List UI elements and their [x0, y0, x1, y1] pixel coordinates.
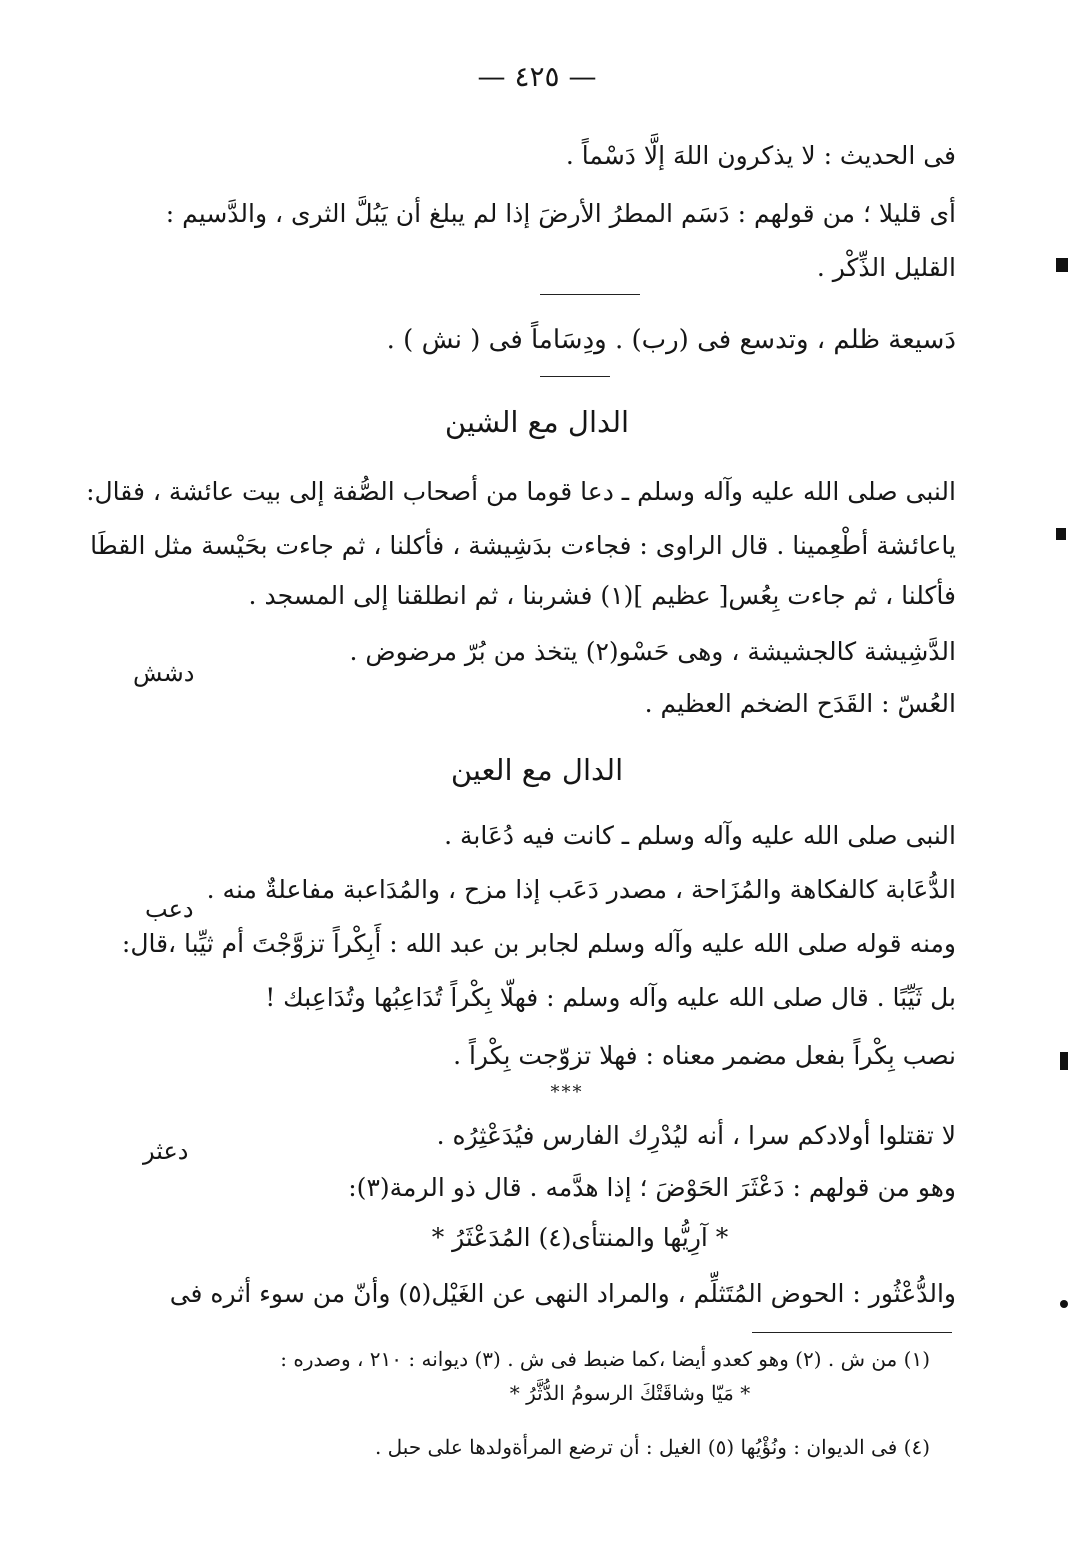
- margin-keyword: دعب: [145, 895, 194, 923]
- margin-keyword: دعثر: [143, 1137, 189, 1165]
- footnote-divider: [752, 1332, 952, 1333]
- section-heading: الدال مع العين: [450, 753, 624, 787]
- text-line: بل ثَيِّبًا . قال صلى الله عليه وآله وسلم : فهلّا بِكْراً تُدَاعِبُها وتُدَاعِبك !: [265, 983, 956, 1012]
- text-line: نصب بِكْراً بفعل مضمر معناه : فهلا تزوّجت بِكْراً .: [453, 1041, 956, 1070]
- text-line: فى الحديث : لا يذكرون اللهَ إلَّا دَسْماً .: [565, 141, 956, 170]
- footnote-line: (٤) فى الديوان : ونُؤْيُها (٥) الغيل : أن ترضع المرأةولدها على حبل .: [374, 1435, 930, 1459]
- text-line: والدُّعْثُور : الحوض المُتَثلِّم ، والمراد النهى عن الغَيْل(٥) وأنّ من سوء أثره فى: [169, 1279, 956, 1308]
- section-divider: [540, 294, 640, 295]
- scan-edge-mark: [1060, 1052, 1068, 1070]
- section-divider: [540, 376, 610, 377]
- separator-stars: ***: [550, 1082, 584, 1103]
- section-heading: الدال مع الشين: [444, 405, 630, 439]
- cross-reference: دَسيعة ظلم ، وتدسع فى (رب) . ودِسَاماً فى ( نش ) .: [386, 325, 956, 355]
- scan-edge-mark: [1056, 258, 1068, 272]
- text-line: النبى صلى الله عليه وآله وسلم ـ دعا قوما من أصحاب الصُّفة إلى بيت عائشة ، فقال:: [86, 477, 956, 506]
- text-line: ومنه قوله صلى الله عليه وآله وسلم لجابر بن عبد الله : أَبِكْراً تزوَّجْتَ أم ثيِّبا ،قال:: [121, 929, 956, 958]
- text-line: لا تقتلوا أولادكم سرا ، أنه ليُدْرِك الفارس فيُدَعْثِرُه .: [436, 1121, 956, 1150]
- scan-edge-mark: [1056, 528, 1066, 540]
- text-line: ياعائشة أطْعِمينا . قال الراوى : فجاءت بدَشِيشة ، فأكلنا ، ثم جاءت بحَيْسة مثل القطَا: [90, 531, 956, 560]
- text-line: النبى صلى الله عليه وآله وسلم ـ كانت فيه دُعَابة .: [444, 821, 956, 850]
- footnote-line: (١) من ش . (٢) وهو كعدو أيضا ،كما ضبط فى ش . (٣) ديوانه : ٢١٠ ، وصدره :: [280, 1347, 930, 1371]
- text-line: القليل الذِّكْر .: [816, 253, 956, 282]
- scan-edge-mark: [1060, 1300, 1068, 1308]
- footnote-verse: * مَيّا وشاقَتْكَ الرسومُ الدُّثَّرُ *: [509, 1381, 751, 1405]
- text-line: أى قليلا ؛ من قولهم : دَسَم المطرُ الأرضَ إذا لم يبلغ أن يَبُلَّ الثرى ، والدَّسيم :: [165, 199, 956, 228]
- verse-line: * آرِيُّها والمنتأى(٤) المُدَعْثَرُ *: [431, 1223, 729, 1252]
- text-line: فأكلنا ، ثم جاءت بِعُس[ عظيم ](١) فشربنا ، ثم انطلقنا إلى المسجد .: [248, 581, 956, 610]
- text-line: الدُّعَابة كالفكاهة والمُزَاحة ، مصدر دَعَب إذا مزح ، والمُدَاعبة مفاعلةٌ منه .: [206, 875, 956, 904]
- text-line: العُسّ : القَدَح الضخم العظيم .: [644, 689, 956, 718]
- page-number: — ٤٢٥ —: [477, 60, 597, 93]
- text-line: وهو من قولهم : دَعْثَرَ الحَوْضَ ؛ إذا هدَّمه . قال ذو الرمة(٣):: [348, 1173, 956, 1202]
- margin-keyword: دشش: [133, 659, 195, 687]
- text-line: الدَّشِيشة كالجشيشة ، وهى حَسْو(٢) يتخذ من بُرّ مرضوض .: [349, 637, 956, 666]
